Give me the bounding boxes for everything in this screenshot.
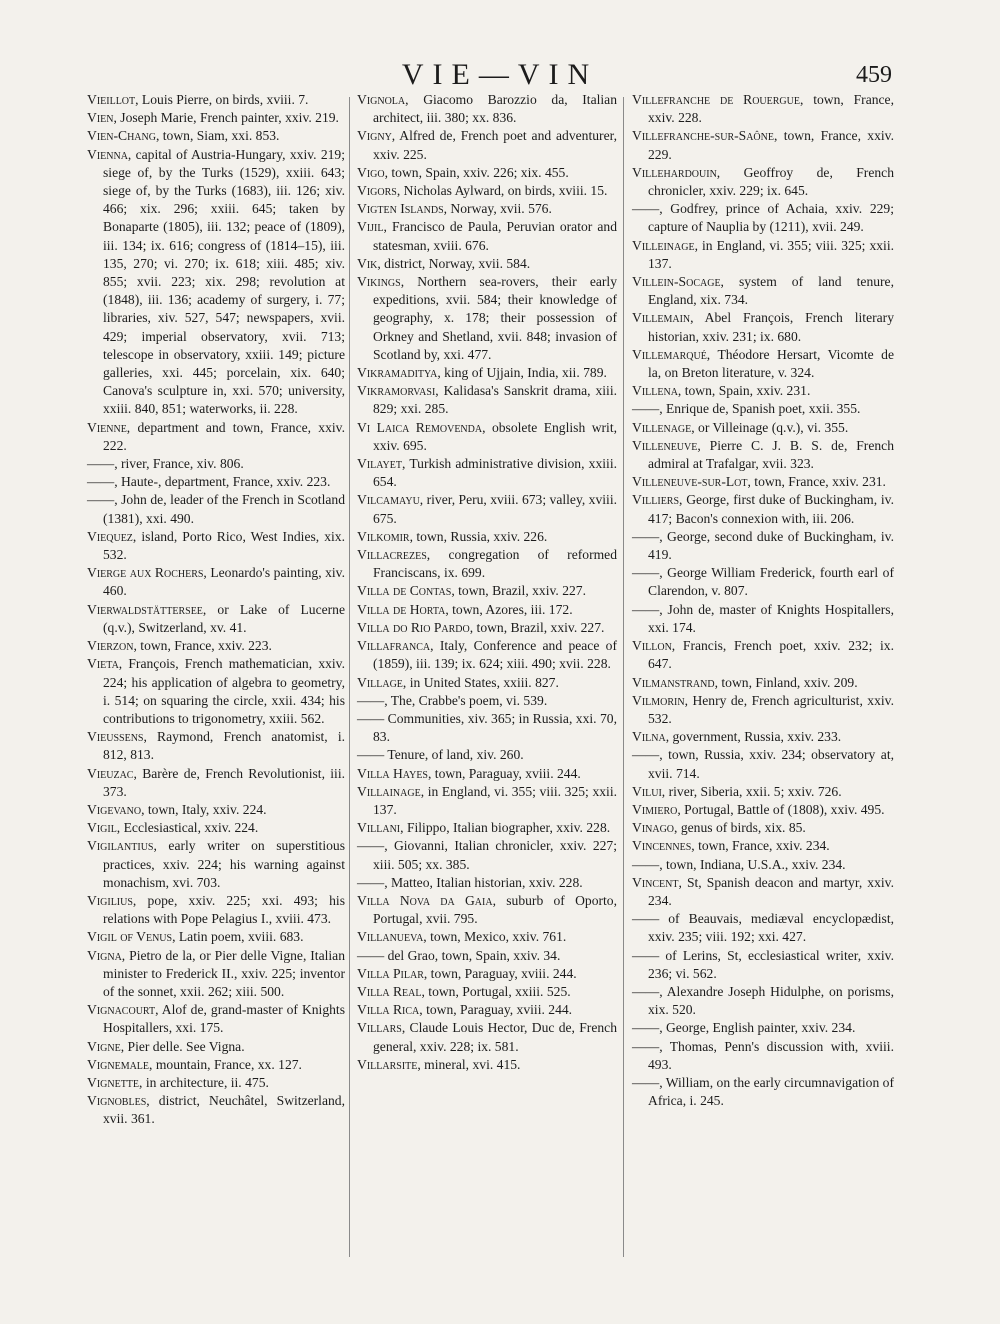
- entry-headword: Vikramorvasi,: [357, 383, 439, 399]
- entry-text: town, Paraguay, xviii. 244.: [427, 965, 577, 981]
- entry-headword: Vieussens,: [87, 729, 147, 745]
- entry-text: town, France, xxiv. 223.: [136, 638, 272, 654]
- entry-text: town, Portugal, xxiii. 525.: [424, 983, 571, 999]
- index-entry: [632, 1074, 894, 1110]
- index-entry: [87, 765, 345, 801]
- entry-headword: Villeneuve,: [632, 437, 701, 453]
- entry-text: ——, Enrique de, Spanish poet, xxii. 355.: [632, 401, 861, 417]
- index-column-3: [632, 91, 894, 1110]
- entry-headword: Villenage,: [632, 419, 695, 435]
- entry-text: town, Finland, xxiv. 209.: [718, 674, 858, 690]
- entry-headword: Vikramaditya,: [357, 365, 441, 381]
- entry-text: Kalidasa's Sanskrit drama, xiii. 829; xxi. 285.: [373, 383, 617, 417]
- entry-text: ——, Matteo, Italian historian, xxiv. 228.: [357, 874, 583, 890]
- index-entry: [357, 182, 617, 200]
- index-entry: [632, 528, 894, 564]
- entry-text: river, Siberia, xxii. 5; xxiv. 726.: [665, 783, 842, 799]
- entry-text: Louis Pierre, on birds, xviii. 7.: [138, 92, 309, 107]
- entry-text: or Villeinage (q.v.), vi. 355.: [694, 419, 849, 435]
- column-rule: [349, 97, 350, 1257]
- entry-text: Italy, Conference and peace of (1859), iii. 139; ix. 624; xiii. 490; xvii. 228.: [373, 638, 617, 672]
- index-entry: [632, 564, 894, 600]
- entry-text: district, Norway, xvii. 584.: [380, 255, 531, 271]
- entry-text: George, first duke of Buckingham, iv. 417; Bacon's connexion with, iii. 206.: [648, 492, 894, 526]
- index-entry: [357, 273, 617, 364]
- entry-headword: Villein-Socage,: [632, 274, 724, 290]
- index-entry: [632, 309, 894, 345]
- index-entry: [632, 237, 894, 273]
- index-entry: [87, 819, 345, 837]
- index-entry: [87, 637, 345, 655]
- index-entry: [632, 601, 894, 637]
- entry-headword: Village,: [357, 674, 407, 690]
- entry-headword: Villemain,: [632, 310, 694, 326]
- entry-headword: Vigors,: [357, 183, 401, 199]
- index-entry: [357, 601, 617, 619]
- index-entry: [357, 692, 617, 710]
- index-entry: [357, 255, 617, 273]
- index-entry: [357, 582, 617, 600]
- entry-text: government, Russia, xxiv. 233.: [669, 729, 842, 745]
- entry-headword: Vilkomir,: [357, 528, 413, 544]
- index-entry: [357, 983, 617, 1001]
- entry-text: town, Spain, xxiv. 226; xix. 455.: [388, 164, 569, 180]
- entry-headword: Vieillot,: [87, 92, 139, 107]
- entry-headword: Villiers,: [632, 492, 683, 508]
- entry-text: town, Paraguay, xviii. 244.: [422, 1002, 573, 1018]
- entry-text: Alfred de, French poet and adventurer, xxiv. 225.: [373, 128, 617, 162]
- entry-text: Nicholas Aylward, on birds, xviii. 15.: [400, 183, 608, 199]
- entry-text: mineral, xvi. 415.: [420, 1056, 521, 1072]
- index-entry: [357, 1001, 617, 1019]
- entry-text: island, Porto Rico, West Indies, xix. 532.: [103, 528, 345, 563]
- index-entry: [357, 892, 617, 928]
- index-entry: [87, 146, 345, 419]
- entry-headword: Villon,: [632, 638, 676, 654]
- entry-text: in United States, xxiii. 827.: [406, 674, 559, 690]
- index-entry: [357, 710, 617, 746]
- entry-headword: Villa de Contas,: [357, 583, 455, 599]
- entry-text: town, France, xxiv. 234.: [694, 838, 830, 854]
- index-entry: [87, 91, 345, 109]
- index-entry: [87, 947, 345, 1002]
- index-entry: [632, 947, 894, 983]
- entry-text: —— of Beauvais, mediæval encyclopædist, xxiv. 235; viii. 192; xxi. 427.: [632, 911, 894, 945]
- index-entry: [357, 965, 617, 983]
- index-entry: [632, 801, 894, 819]
- index-entry: [87, 1074, 345, 1092]
- entry-headword: Vilna,: [632, 729, 670, 745]
- index-entry: [357, 837, 617, 873]
- entry-headword: Vigny,: [357, 128, 396, 144]
- index-entry: [632, 637, 894, 673]
- entry-headword: Villena,: [632, 383, 682, 399]
- index-entry: [87, 601, 345, 637]
- entry-text: or Lake of Lucerne (q.v.), Switzerland, xv. 41.: [103, 601, 345, 635]
- entry-headword: Villa de Horta,: [357, 601, 449, 617]
- index-column-1: [87, 91, 345, 1129]
- entry-text: Giacomo Barozzio da, Italian architect, iii. 380; xx. 836.: [373, 92, 617, 126]
- entry-text: ——, John de, master of Knights Hospitallers, xxi. 174.: [632, 601, 894, 635]
- entry-headword: Villars,: [357, 1020, 406, 1036]
- index-entry: [87, 1092, 345, 1128]
- entry-headword: Villa Hayes,: [357, 765, 432, 781]
- entry-text: Ecclesiastical, xxiv. 224.: [120, 820, 259, 836]
- index-entry: [357, 637, 617, 673]
- entry-headword: Villacrezes,: [357, 547, 431, 563]
- entry-headword: Vilmorin,: [632, 692, 688, 708]
- index-entry: [632, 728, 894, 746]
- index-entry: [87, 801, 345, 819]
- entry-headword: Villani,: [357, 820, 404, 836]
- index-entry: [632, 91, 894, 127]
- entry-headword: Vincent,: [632, 874, 682, 890]
- index-entry: [632, 692, 894, 728]
- entry-text: town, France, xxiv. 228.: [648, 92, 894, 126]
- index-entry: [357, 1056, 617, 1074]
- index-entry: [357, 619, 617, 637]
- index-entry: [632, 473, 894, 491]
- entry-text: river, Peru, xviii. 673; valley, xviii. 675.: [373, 492, 617, 526]
- index-entry: [632, 674, 894, 692]
- page-number: 459: [856, 62, 892, 88]
- entry-headword: Villa Rica,: [357, 1002, 423, 1018]
- entry-headword: Villa do Rio Pardo,: [357, 619, 474, 635]
- entry-text: Portugal, Battle of (1808), xxiv. 495.: [680, 801, 885, 817]
- entry-headword: Villa Pilar,: [357, 965, 428, 981]
- index-entry: [87, 419, 345, 455]
- entry-headword: Vi Laica Removenda,: [357, 419, 486, 435]
- entry-text: St, Spanish deacon and martyr, xxiv. 234.: [648, 874, 894, 908]
- entry-text: ——, Giovanni, Italian chronicler, xxiv. 227; xiii. 505; xx. 385.: [357, 838, 617, 872]
- index-entry: [357, 928, 617, 946]
- entry-text: ——, river, France, xiv. 806.: [87, 456, 244, 472]
- entry-text: town, France, xxiv. 229.: [648, 128, 894, 162]
- entry-headword: Vincennes,: [632, 838, 695, 854]
- index-column-2: [357, 91, 617, 1074]
- index-entry: [357, 419, 617, 455]
- entry-text: ——, Godfrey, prince of Achaia, xxiv. 229; capture of Nauplia by (1211), xvii. 249.: [632, 201, 894, 235]
- index-entry: [357, 528, 617, 546]
- entry-text: Claude Louis Hector, Duc de, French general, xxiv. 228; ix. 581.: [373, 1020, 617, 1054]
- entry-text: mountain, France, xx. 127.: [152, 1056, 302, 1072]
- entry-headword: Vigten Islands,: [357, 201, 448, 217]
- index-entry: [632, 419, 894, 437]
- entry-headword: Villa Nova da Gaia,: [357, 892, 496, 908]
- entry-headword: Vigil of Venus,: [87, 929, 176, 945]
- index-entry: [87, 892, 345, 928]
- entry-text: Barère de, French Revolutionist, iii. 373.: [103, 765, 345, 799]
- entry-headword: Villefranche de Rouergue,: [632, 92, 804, 107]
- entry-text: ——, The, Crabbe's poem, vi. 539.: [357, 692, 548, 708]
- entry-text: Francisco de Paula, Peruvian orator and statesman, xviii. 676.: [373, 219, 617, 253]
- entry-text: ——, William, on the early circumnavigation of Africa, i. 245.: [632, 1074, 894, 1109]
- entry-text: Turkish administrative division, xxiii. 654.: [373, 456, 617, 490]
- entry-text: ——, George William Frederick, fourth earl of Clarendon, v. 807.: [632, 565, 894, 599]
- entry-text: —— Tenure, of land, xiv. 260.: [357, 747, 524, 763]
- entry-headword: Villeinage,: [632, 237, 698, 253]
- entry-text: genus of birds, xix. 85.: [677, 820, 806, 836]
- entry-text: ——, town, Indiana, U.S.A., xxiv. 234.: [632, 856, 846, 872]
- entry-text: system of land tenure, England, xix. 734.: [648, 274, 894, 308]
- index-entry: [87, 1038, 345, 1056]
- index-entry: [632, 1019, 894, 1037]
- entry-headword: Viequez,: [87, 528, 137, 544]
- index-entry: [87, 655, 345, 728]
- entry-text: town, Mexico, xxiv. 761.: [426, 929, 567, 945]
- index-entry: [87, 473, 345, 491]
- index-entry: [357, 491, 617, 527]
- entry-headword: Vigne,: [87, 1038, 125, 1054]
- entry-headword: Villainage,: [357, 783, 425, 799]
- index-entry: [632, 1038, 894, 1074]
- index-entry: [632, 164, 894, 200]
- index-entry: [632, 819, 894, 837]
- entry-text: department and town, France, xxiv. 222.: [103, 419, 345, 453]
- index-entry: [357, 874, 617, 892]
- entry-headword: Vigilantius,: [87, 838, 157, 854]
- entry-text: town, Brazil, xxiv. 227.: [473, 619, 605, 635]
- entry-headword: Vilui,: [632, 783, 666, 799]
- entry-text: Henry de, French agriculturist, xxiv. 532.: [648, 692, 894, 726]
- entry-text: Pierre C. J. B. S. de, French admiral at Trafalgar, xvii. 323.: [648, 437, 894, 472]
- index-entry: [87, 127, 345, 145]
- entry-text: obsolete English writ, xxiv. 695.: [373, 419, 617, 453]
- entry-text: town, Brazil, xxiv. 227.: [454, 583, 586, 599]
- index-entry: [632, 491, 894, 527]
- index-entry: [632, 382, 894, 400]
- entry-text: ——, John de, leader of the French in Scotland (1381), xxi. 490.: [87, 492, 345, 526]
- entry-headword: Villehardouin,: [632, 164, 721, 180]
- entry-headword: Vignola,: [357, 92, 409, 107]
- entry-headword: Vierzon,: [87, 638, 137, 654]
- running-title: VIE—VIN: [401, 58, 599, 91]
- index-entry: [87, 109, 345, 127]
- entry-headword: Vieuzac,: [87, 765, 137, 781]
- entry-text: ——, Haute-, department, France, xxiv. 223.: [87, 474, 331, 490]
- entry-headword: Villarsite,: [357, 1056, 421, 1072]
- entry-headword: Vikings,: [357, 274, 405, 290]
- index-entry: [357, 746, 617, 764]
- index-entry: [357, 765, 617, 783]
- entry-headword: Vignacourt,: [87, 1002, 159, 1018]
- entry-text: Latin poem, xviii. 683.: [175, 929, 304, 945]
- entry-headword: Vinago,: [632, 820, 678, 836]
- entry-headword: Vignobles,: [87, 1093, 150, 1109]
- index-entry: [357, 91, 617, 127]
- index-entry: [632, 856, 894, 874]
- index-entry: [357, 546, 617, 582]
- index-entry: [87, 1056, 345, 1074]
- entry-headword: Vignemale,: [87, 1056, 153, 1072]
- entry-text: town, Azores, iii. 172.: [448, 601, 573, 617]
- index-entry: [87, 528, 345, 564]
- entry-text: early writer on superstitious practices, xxiv. 224; his warning against monachism, xvi. 703.: [103, 838, 345, 890]
- index-entry: [357, 164, 617, 182]
- index-entry: [87, 455, 345, 473]
- entry-text: pope, xxiv. 225; xxi. 493; his relations with Pope Pelagius I., xviii. 473.: [103, 892, 345, 927]
- entry-headword: Vieta,: [87, 656, 123, 672]
- entry-text: —— del Grao, town, Spain, xxiv. 34.: [357, 947, 561, 963]
- index-entry: [357, 218, 617, 254]
- entry-text: Leonardo's painting, xiv. 460.: [103, 565, 345, 599]
- entry-headword: Vien-Chang,: [87, 128, 160, 144]
- index-entry: [632, 200, 894, 236]
- entry-text: Joseph Marie, French painter, xxiv. 219.: [116, 110, 339, 126]
- index-entry: [357, 819, 617, 837]
- entry-headword: Villafranca,: [357, 638, 434, 654]
- index-entry: [87, 837, 345, 892]
- entry-text: congregation of reformed Franciscans, ix. 699.: [373, 547, 617, 581]
- entry-headword: Vienna,: [87, 146, 132, 162]
- entry-text: town, Spain, xxiv. 231.: [681, 383, 811, 399]
- entry-text: ——, town, Russia, xxiv. 234; observatory at, xvii. 714.: [632, 747, 894, 781]
- entry-text: Raymond, French anatomist, i. 812, 813.: [103, 729, 345, 763]
- index-entry: [632, 983, 894, 1019]
- entry-text: ——, George, English painter, xxiv. 234.: [632, 1020, 856, 1036]
- entry-headword: Vijil,: [357, 219, 387, 235]
- entry-text: —— Communities, xiv. 365; in Russia, xxi. 70, 83.: [357, 710, 617, 745]
- entry-text: capital of Austria-Hungary, xxiv. 219; siege of, by the Turks (1529), xxiii. 643; siege of, by the Turks (1683), iii. 126; xiv. 466; xix. 296; xxiii. 645; taken by Bonaparte (1805), iii. 132; peace of (1809), iii. 134; ix. 616; congress of (1814–15), iii. 135, 270; vi. 270; ix. 618; xiii. 485; xiv. 855; xvii. 223; xix. 298; revolution at (1848), iii. 136; academy of surgery, i. 77; libraries, xiv. 527, 547; newspapers, xvii. 429; imperial observatory, xvii. 713; telescope in observatory, xxiii. 149; picture galleries, xxi. 445; porcelain, xix. 640; Canova's sculpture in, xxi. 570; university, xxiii. 840, 851; waterworks, ii. 228.: [103, 146, 345, 417]
- entry-text: king of Ujjain, India, xii. 789.: [440, 365, 607, 381]
- entry-text: Francis, French poet, xxiv. 232; ix. 647.: [648, 638, 894, 672]
- entry-text: town, Russia, xxiv. 226.: [413, 528, 548, 544]
- entry-text: town, France, xxiv. 231.: [750, 474, 886, 490]
- entry-headword: Vimiero,: [632, 801, 681, 817]
- entry-text: in England, vi. 355; viii. 325; xxii. 137.: [373, 783, 617, 817]
- index-entry: [357, 382, 617, 418]
- entry-text: Alof de, grand-master of Knights Hospitallers, xxi. 175.: [103, 1002, 345, 1036]
- index-entry: [632, 127, 894, 163]
- entry-text: district, Neuchâtel, Switzerland, xvii. 361.: [103, 1093, 345, 1127]
- entry-headword: Villanueva,: [357, 929, 427, 945]
- entry-headword: Vien,: [87, 110, 117, 126]
- entry-headword: Vik,: [357, 255, 381, 271]
- index-entry: [357, 455, 617, 491]
- entry-text: town, Paraguay, xviii. 244.: [431, 765, 581, 781]
- entry-text: in England, vi. 355; viii. 325; xxii. 137.: [648, 237, 894, 271]
- entry-text: Pietro de la, or Pier delle Vigne, Italian minister to Frederick II., xxiv. 225; inventor of the sonnet, xxii. 262; xiii. 500.: [103, 947, 345, 999]
- entry-headword: Vigna,: [87, 947, 126, 963]
- index-entry: [357, 200, 617, 218]
- column-rule: [623, 97, 624, 1257]
- entry-text: in architecture, ii. 475.: [142, 1074, 269, 1090]
- index-entry: [632, 783, 894, 801]
- index-entry: [632, 273, 894, 309]
- entry-headword: Vigevano,: [87, 801, 145, 817]
- index-entry: [632, 346, 894, 382]
- entry-text: suburb of Oporto, Portugal, xvii. 795.: [373, 892, 617, 927]
- index-entry: [87, 1001, 345, 1037]
- entry-headword: Vilmanstrand,: [632, 674, 718, 690]
- entry-text: François, French mathematician, xxiv. 224; his application of algebra to geometry, i. 514; on squaring the circle, xxii. 434; his contributions to trigonometry, xxiii. 562.: [103, 656, 345, 726]
- entry-text: ——, George, second duke of Buckingham, iv. 419.: [632, 528, 894, 563]
- index-entry: [87, 564, 345, 600]
- index-entry: [632, 874, 894, 910]
- entry-text: ——, Alexandre Joseph Hidulphe, on porisms, xix. 520.: [632, 983, 894, 1018]
- index-entry: [357, 127, 617, 163]
- entry-headword: Vigil,: [87, 820, 121, 836]
- index-entry: [632, 746, 894, 782]
- entry-headword: Vierge aux Rochers,: [87, 565, 207, 581]
- index-entry: [357, 674, 617, 692]
- entry-headword: Vigilius,: [87, 892, 137, 908]
- index-entry: [87, 928, 345, 946]
- entry-text: ——, Thomas, Penn's discussion with, xviii. 493.: [632, 1038, 894, 1072]
- entry-text: Norway, xvii. 576.: [447, 201, 552, 217]
- entry-headword: Vigo,: [357, 164, 388, 180]
- entry-text: town, Italy, xxiv. 224.: [144, 801, 267, 817]
- entry-headword: Vignette,: [87, 1074, 143, 1090]
- index-entry: [632, 910, 894, 946]
- entry-headword: Villefranche-sur-Saône,: [632, 128, 778, 144]
- index-entry: [632, 400, 894, 418]
- index-entry: [87, 491, 345, 527]
- entry-text: Pier delle. See Vigna.: [124, 1038, 245, 1054]
- entry-headword: Villeneuve-sur-Lot,: [632, 474, 751, 490]
- index-entry: [87, 728, 345, 764]
- entry-text: Northern sea-rovers, their early expeditions, xvii. 584; their knowledge of geography, x. 178; their possession of Orkney and Shetland, xvii. 848; invasion of Scotland by, xxi. 477.: [373, 274, 617, 362]
- index-entry: [632, 437, 894, 473]
- entry-text: Geoffroy de, French chronicler, xxiv. 229; ix. 645.: [648, 164, 894, 199]
- index-entry: [632, 837, 894, 855]
- index-entry: [357, 364, 617, 382]
- entry-headword: Villemarqué,: [632, 346, 711, 362]
- index-entry: [357, 947, 617, 965]
- entry-text: Abel François, French literary historian, xxiv. 231; ix. 680.: [648, 310, 894, 344]
- entry-text: Théodore Hersart, Vicomte de la, on Breton literature, v. 324.: [648, 346, 894, 381]
- entry-text: Filippo, Italian biographer, xxiv. 228.: [403, 820, 611, 836]
- entry-headword: Vierwaldstättersee,: [87, 601, 207, 617]
- entry-headword: Villa Real,: [357, 983, 425, 999]
- index-entry: [357, 783, 617, 819]
- entry-text: town, Siam, xxi. 853.: [159, 128, 280, 144]
- entry-text: —— of Lerins, St, ecclesiastical writer, xxiv. 236; vi. 562.: [632, 947, 894, 981]
- entry-headword: Vilcamayu,: [357, 492, 424, 508]
- entry-headword: Vilayet,: [357, 456, 406, 472]
- entry-headword: Vienne,: [87, 419, 131, 435]
- index-entry: [357, 1019, 617, 1055]
